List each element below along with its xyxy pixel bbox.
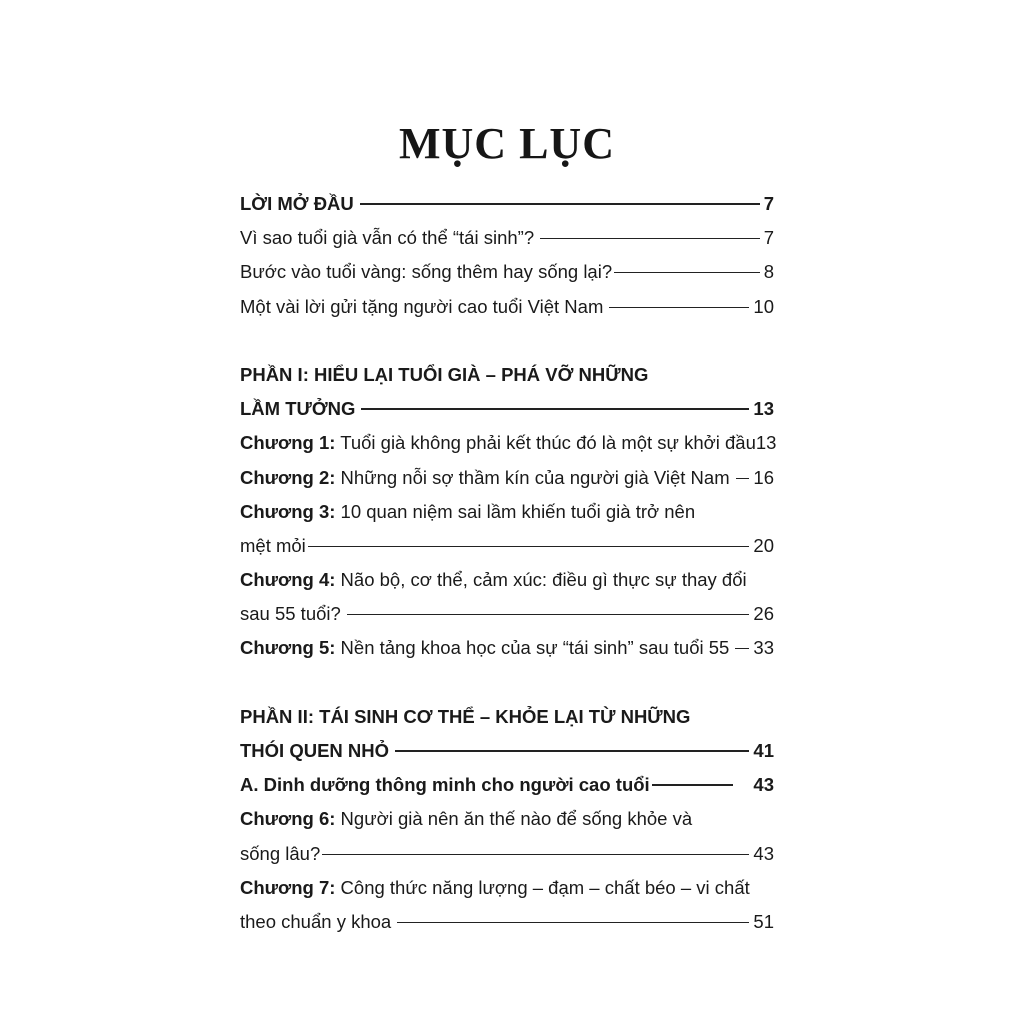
toc-chapter-3[interactable] [240,495,774,529]
toc-item[interactable] [240,255,774,289]
toc-chapter-7-cont[interactable] [240,905,774,939]
page-number: 7 [763,193,774,214]
toc-chapter-6-cont[interactable] [240,837,774,871]
toc-chapter-6[interactable] [240,802,774,836]
toc-chapter-5[interactable] [240,631,774,665]
toc-chapter-2[interactable] [240,461,774,495]
chapter-label: Chương 1: [240,432,336,454]
chapter-title-cont: theo chuẩn y khoa [240,910,392,932]
dot-leader [614,272,760,273]
chapter-label: Chương 4: [240,569,336,591]
chapter-label: Chương 5: [240,637,336,659]
page-number: 13 [753,398,774,420]
toc-heading-part1-line2[interactable] [240,392,774,426]
dot-leader [360,203,760,205]
chapter-title-cont: sau 55 tuổi? [240,603,341,625]
part-heading-text: PHẦN II: TÁI SINH CƠ THỂ – KHỎE LẠI TỪ NHỮNG [240,705,691,727]
page-number: 33 [753,637,774,659]
page-title: MỤC LỤC [399,119,615,168]
dot-leader [395,750,749,752]
toc-chapter-4-cont[interactable] [240,597,774,631]
chapter-label: Chương 3: [240,500,336,522]
chapter-label: Chương 6: [240,808,336,830]
chapter-title-cont: sống lâu? [240,842,321,864]
chapter-label: Chương 2: [240,466,336,488]
dot-leader [652,784,734,786]
toc-section-a[interactable] [240,768,774,802]
toc-item[interactable] [240,290,774,324]
chapter-title: Người già nên ăn thế nào để sống khỏe và [340,808,693,830]
toc-heading-intro[interactable] [240,187,774,221]
page-number: 20 [753,534,774,556]
part-heading-text: THÓI QUEN NHỎ [240,740,390,761]
toc-chapter-4[interactable] [240,563,774,597]
chapter-title: Não bộ, cơ thể, cảm xúc: điều gì thực sự thay đổi [340,569,747,591]
toc-heading-text: LỜI MỞ ĐẦU [240,193,354,214]
page-number: 7 [763,227,774,249]
toc-heading-part2-line2[interactable] [240,734,774,768]
page-number: 41 [753,740,774,761]
toc-heading-part2-line1[interactable] [240,700,774,734]
page-number: 51 [753,910,774,932]
chapter-title: 10 quan niệm sai lầm khiến tuổi già trở nên [340,500,696,522]
toc-chapter-3-cont[interactable] [240,529,774,563]
toc-heading-part1-line1[interactable] [240,358,774,392]
part-heading-text: PHẦN I: HIỂU LẠI TUỔI GIÀ – PHÁ VỠ NHỮNG [240,363,649,385]
section-spacer [240,324,774,358]
page-number: 13 [755,432,777,454]
page-number: 16 [753,466,774,488]
dot-leader [397,922,749,923]
table-of-contents [240,187,777,939]
part-heading-text: LẦM TƯỞNG [240,398,356,420]
chapter-title-cont: mệt mỏi [240,534,306,556]
page-number: 8 [763,261,774,283]
page-number: 43 [753,774,774,796]
chapter-label: Chương 7: [240,876,336,898]
toc-item[interactable] [240,221,774,255]
section-spacer [240,666,774,700]
toc-chapter-1[interactable] [240,426,777,460]
dot-leader [540,238,760,239]
toc-item-text: Bước vào tuổi vàng: sống thêm hay sống lại? [240,261,613,283]
page-number: 26 [753,603,774,625]
dot-leader [347,614,750,615]
chapter-title: Công thức năng lượng – đạm – chất béo – vi chất [340,876,750,898]
dot-leader [736,478,750,479]
chapter-title: Nền tảng khoa học của sự “tái sinh” sau tuổi 55 [340,637,730,659]
chapter-title: Tuổi già không phải kết thúc đó là một sự khởi đầu [340,432,756,454]
toc-chapter-7[interactable] [240,871,774,905]
page-number: 10 [753,295,774,317]
dot-leader [609,307,749,308]
dot-leader [322,854,749,855]
dot-leader [735,648,749,649]
section-title: A. Dinh dưỡng thông minh cho người cao tuổi [240,774,650,796]
dot-leader [361,408,749,410]
toc-item-text: Vì sao tuổi già vẫn có thể “tái sinh”? [240,227,535,249]
page-number: 43 [753,842,774,864]
chapter-title: Những nỗi sợ thầm kín của người già Việt Nam [340,466,730,488]
toc-item-text: Một vài lời gửi tặng người cao tuổi Việt Nam [240,295,604,317]
dot-leader [308,546,750,547]
